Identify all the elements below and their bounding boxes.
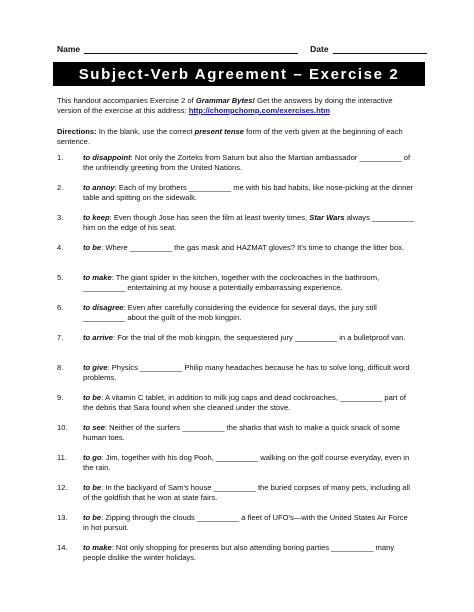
item-number: 12. (57, 483, 68, 492)
item-sentence: : Zipping through the clouds __________ a fleet of UFO's—with the United States Air Force in hot pursuit. (83, 513, 408, 532)
name-label: Name (57, 44, 81, 54)
item-verb: to arrive (83, 333, 113, 342)
item-sentence: : Where __________ the gas mask and HAZMAT gloves? It's time to change the litter box. (101, 243, 405, 252)
item-verb: to be (83, 243, 102, 252)
item-verb: to be (83, 483, 102, 492)
date-field[interactable] (333, 44, 427, 54)
item-verb: to make (83, 273, 112, 282)
item-sentence: : Even after carefully considering the evidence for several days, the jury still __________ about the guilt of the mob kingpin. (83, 303, 377, 322)
page-title: Subject-Verb Agreement – Exercise 2 (78, 65, 400, 83)
list-item (57, 453, 427, 473)
item-sentence: : Even though Jose has seen the film at least twenty times, (109, 213, 310, 222)
item-verb: to see (83, 423, 105, 432)
list-item (57, 303, 427, 323)
item-sentence: : The giant spider in the kitchen, together with the cockroaches in the bathroom, __________ entertaining at my house a potentially embarrassing experience. (83, 273, 380, 292)
film-title: Star Wars (309, 213, 345, 222)
list-item (57, 363, 427, 383)
list-item (57, 213, 427, 233)
list-item (57, 513, 427, 533)
list-item (57, 243, 427, 253)
item-verb: to disagree (83, 303, 124, 312)
item-number: 14. (57, 543, 68, 552)
item-verb: to annoy (83, 183, 115, 192)
name-date-row (57, 44, 427, 54)
item-verb: to make (83, 543, 112, 552)
list-item (57, 153, 427, 173)
item-number: 1. (57, 153, 64, 162)
item-number: 3. (57, 213, 64, 222)
item-sentence-cont: always __________ him on the edge of his seat. (83, 213, 415, 232)
directions-emphasis: present tense (194, 127, 244, 136)
list-item (57, 333, 427, 343)
item-number: 13. (57, 513, 68, 522)
name-field[interactable] (84, 44, 298, 54)
directions-text-1: In the blank, use the correct (96, 127, 195, 136)
intro-text-1: This handout accompanies Exercise 2 of (57, 96, 196, 105)
directions-text-2: form of the verb given at the beginning of each sentence. (57, 127, 403, 146)
item-number: 6. (57, 303, 64, 312)
list-item (57, 483, 427, 503)
item-number: 10. (57, 423, 68, 432)
item-sentence: : For the trial of the mob kingpin, the sequestered jury __________ in a bulletproof van. (112, 333, 406, 342)
item-number: 9. (57, 393, 64, 402)
intro-paragraph (57, 96, 417, 116)
list-item (57, 393, 427, 413)
item-number: 11. (57, 453, 67, 462)
item-number: 4. (57, 243, 64, 252)
item-verb: to keep (83, 213, 110, 222)
item-sentence: : Each of my brothers __________ me with his bad habits, like nose-picking at the dinner table and spitting on the sidewalk. (83, 183, 414, 202)
date-label: Date (310, 44, 329, 54)
item-sentence: : Neither of the surfers __________ the sharks that wish to make a quick snack of some human toes. (83, 423, 401, 442)
item-sentence: : A vitamin C tablet, in addition to milk jug caps and dead cockroaches, __________ part of the debris that Sara found when she cleaned under the stove. (83, 393, 406, 412)
list-item (57, 423, 427, 443)
directions-paragraph (57, 127, 417, 147)
item-sentence: : In the backyard of Sam's house __________ the buried corpses of many pets, including all of the goldfish that he won at state fairs. (83, 483, 410, 502)
item-sentence: : Jim, together with his dog Pooh, __________ walking on the golf course everyday, even in the rain. (83, 453, 410, 472)
book-title: Grammar Bytes! (195, 96, 255, 105)
item-verb: to give (83, 363, 108, 372)
list-item (57, 273, 427, 293)
item-number: 5. (57, 273, 64, 282)
list-item (57, 543, 427, 563)
title-banner (53, 62, 425, 86)
item-number: 8. (57, 363, 64, 372)
item-verb: to be (83, 513, 102, 522)
item-number: 7. (57, 333, 64, 342)
item-verb: to disappoint (83, 153, 131, 162)
list-item (57, 183, 427, 203)
directions-label: Directions: (57, 127, 97, 136)
item-sentence: : Not only shopping for presents but also attending boring parties __________ many people dislike the winter holidays. (83, 543, 395, 562)
item-number: 2. (57, 183, 64, 192)
item-verb: to go (83, 453, 102, 462)
intro-text-2: Get the answers by doing the interactive version of the exercise at this address: (57, 96, 393, 115)
item-sentence: : Not only the Zorteks from Saturn but also the Martian ambassador __________ of the unfriendly greeting from the United Nations. (83, 153, 411, 172)
item-verb: to be (83, 393, 102, 402)
item-sentence: : Physics __________ Philip many headaches because he has to solve long, difficult word problems. (83, 363, 410, 382)
exercise-link[interactable]: http://chompchomp.com/exercises.htm (188, 106, 331, 115)
